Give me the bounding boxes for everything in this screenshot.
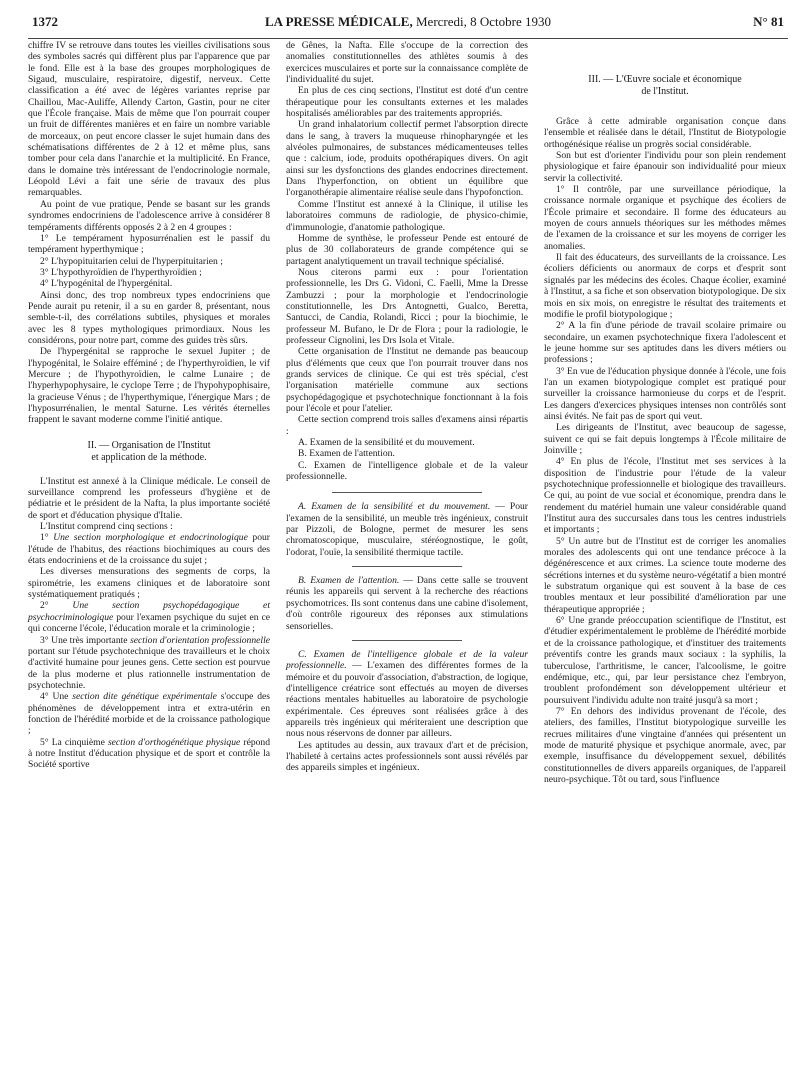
section-item: [28, 691, 270, 736]
section-item: [28, 635, 270, 692]
list-item: 3° L'hypothyroïdien de l'hyperthyroïdien ;: [40, 266, 202, 278]
paragraph: L'Institut comprend cinq sections :: [40, 521, 173, 533]
item-title: section d'orientation professionnelle: [130, 634, 270, 646]
item-text: portant sur l'étude psychotechnique des travailleurs et le choix d'activité humaine pour jeunes gens. Cette section est pourvue de la plus moderne et plus rationnelle instrumentation de psychotechnie.: [28, 645, 270, 691]
paragraph: Son but est d'orienter l'individu pour son plein rendement physiologique et faire épanouir son individualité pour mieux servir la collectivité.: [544, 150, 786, 184]
section-item: [28, 600, 270, 634]
subsection-b: [286, 575, 528, 632]
column-1: [28, 40, 270, 785]
paragraph: Ainsi donc, des trop nombreux types endocriniens que Pende aurait pu retenir, il a su en garder 8, présentant, nous semble-t-il, des corrélations subtiles, physiques et morales avec les 8 types mythologiques primordiaux. Nous les considérons, pour notre part, comme des guides très sûrs.: [28, 289, 270, 346]
paragraph: 7° En dehors des individus provenant de l'école, des ateliers, des familles, l'Institut biotypologique surveille les recrues militaires d'une vingtaine d'années qui présentent un mode de maturité physique et psychique anormale, avec, par exemple, insuffisance du développement sexuel, débilités constitutionnelles de divers appareils organiques, de l'appareil neuro-psychique. Tôt ou tard, sous l'influence: [544, 705, 786, 785]
item-number: 2°: [40, 600, 49, 612]
item-number: 1°: [40, 532, 49, 544]
paragraph: Les diverses mensurations des segments de corps, la spirométrie, les examens cliniques et de laboratoire sont systématiquement pratiqués ;: [28, 566, 270, 601]
paragraph: 3° En vue de l'éducation physique donnée à l'école, une fois l'an un examen biotypologique complet est pratiqué pour surveiller la croissance harmonieuse du corps et de l'esprit. Les dangers d'exercices physiques intenses non contrôlés sont ainsi évités. Ne fait pas de sport qui veut.: [544, 365, 786, 422]
section-heading-3: [544, 74, 786, 98]
divider: [352, 640, 462, 641]
paragraph: 5° Un autre but de l'Institut est de corriger les anomalies morales des adolescents qui ont une tendance précoce à la dégénérescence et aux crimes. La science toute moderne des sécrétions internes et du système neuro-végétatif a bien montré le substratum organique qui est souvent à la base de ces troubles mentaux et leur possibilité d'amélioration par une thérapeutique appropriée ;: [544, 535, 786, 615]
journal-name: LA PRESSE MÉDICALE,: [265, 14, 413, 29]
paragraph: de Gênes, la Nafta. Elle s'occupe de la correction des anomalies constitutionnelles des athlètes soumis à des exercices musculaires et porte sur la connaissance complète de l'individualité du sujet.: [286, 40, 528, 86]
item-text: pour l'étude de l'habitus, des réactions biochimiques au cours des états endocriniens et de la croissance du sujet ;: [28, 532, 270, 567]
divider: [352, 566, 462, 567]
subsection-a: [286, 501, 528, 558]
list-item: A. Examen de la sensibilité et du mouvement.: [298, 437, 475, 449]
header-rule: [28, 38, 788, 39]
paragraph: Au point de vue pratique, Pende se basant sur les grands syndromes endocriniens de l'adolescence arrive à considérer 8 tempéraments différents opposés 2 à 2 en 4 groupes :: [28, 198, 270, 233]
paragraph: De l'hypergénital se rapproche le sexuel Jupiter ; de l'hypogénital, le Solaire efféminé ; de l'hyperthyroïdien, le vif Mercure ; de l'hypothyroïdien, le calme Lunaire ; de l'hyperhypophysaire, le cyclope Terre ; de l'hypohypophisaire, la gracieuse Vénus ; de l'hyperthymique, l'énergique Mars ; de l'hyposurrénalien, le mental Saturne. Les vérités éternelles frappent le savant moderne comme l'initié antique.: [28, 346, 270, 426]
item-number: 5° La cinquième: [40, 736, 105, 748]
paragraph: Homme de synthèse, le professeur Pende est entouré de plus de 30 collaborateurs de grande compétence qui se partagent analytiquement un travail technique spécialisé.: [286, 232, 528, 267]
paragraph: Il fait des éducateurs, des surveillants de la croissance. Les écoliers déficients ou anormaux de corps et d'esprit sont signalés par les médecins des écoles. Chaque écolier, examiné à l'Institut, a sa fiche et son observation biotypologique. De six mois en six mois, on enregistre le résultat des traitements et modifie le profil biotypologique ;: [544, 252, 786, 320]
paragraph: 6° Une grande préoccupation scientifique de l'Institut, est d'étudier expérimentalement le problème de l'hérédité morbide et de la croissance pathologique, et d'instituer des traitements préventifs contre les grands maux sociaux : la syphilis, la tuberculose, l'arthritisme, le cancer, l'alcoolisme, le goitre endémique, etc., qui, par leur persistance chez l'embryon, troublent profondément son développement ultérieur et poursuivent l'individu adulte non traité jusqu'à sa mort ;: [544, 615, 786, 706]
paragraph: 2° A la fin d'une période de travail scolaire primaire ou secondaire, un examen psychotechnique fixera l'adolescent et le jeune homme sur ses aptitudes dans les divers métiers ou professions ;: [544, 320, 786, 366]
list-item: B. Examen de l'attention.: [298, 448, 395, 460]
subsection-text: — Pour l'examen de la sensibilité, un meuble très ingénieux, construit par Pizzoli, de Bologne, permet de mesurer les sens chromatoscopique, musculaire, stéréognostique, le goût, l'odorat, l'ouïe, la sensibilité thermique tactile.: [286, 501, 528, 558]
section-heading-line: de l'Institut.: [641, 86, 689, 97]
subsection-text: — L'examen des différentes formes de la mémoire et du pouvoir d'association, d'abstraction, de logique, d'intelligence créatrice sont effectués au moyen de diverses réactions mentales habituelles au laboratoire de psychologie expérimentale. Ces épreuves sont réalisées grâce à des appareils très ingénieux qui mériteraient une description que nous nous réservons de donner par ailleurs.: [286, 660, 528, 740]
section-heading-line: et application de la méthode.: [91, 451, 207, 463]
list-item: 1° Le tempérament hyposurrénalien est le passif du tempérament hyperthymique ;: [28, 232, 270, 256]
issue-number: N° 81: [753, 14, 784, 29]
section-item: [28, 737, 270, 771]
paragraph: Cette organisation de l'Institut ne demande pas beaucoup plus d'éléments que ceux que l'on pourrait trouver dans nos grands services de clinique. Ce qui est très spécial, c'est l'organisation matérielle commune aux sections psychopédagogique et psychotechnique fonctionnant à la fois pour l'école et pour l'atelier.: [286, 346, 528, 414]
paragraph: Les aptitudes au dessin, aux travaux d'art et de précision, l'habileté à certains actes professionnels sont aussi révélés par des appareils simples et ingénieux.: [286, 739, 528, 774]
paragraph: Grâce à cette admirable organisation conçue dans l'ensemble et réalisée dans le détail, l'Institut de Biotypologie orthogénésique réalise un progrès social considérable.: [544, 116, 786, 150]
journal-title: [28, 14, 788, 30]
column-2: [286, 40, 528, 785]
divider: [332, 492, 482, 493]
paragraph: Nous citerons parmi eux : pour l'orientation professionnelle, les Drs G. Vidoni, C. Faelli, Mme la Dresse Zambuzzi ; pour la morphologie et l'endocrinologie constitutionnelle, les Drs Antognetti, Gualco, Beretta, Santucci, de Candia, Rolandi, Ricci ; pour la biochimie, le professeur M. Bufano, le Dr de Flora ; pour la radiologie, le professeur Cignolini, les Drs Isola et Vitale.: [286, 266, 528, 346]
newspaper-page: [28, 10, 788, 785]
item-text: s'occupe des phénomènes de développement intra et extra-utérin en fonction de l'hérédité morbide et de la croissance pathologique ;: [28, 691, 270, 737]
item-title: Une section psychopédagogique et psychocriminologique: [28, 600, 270, 623]
subsection-title: C. Examen de l'intelligence globale et de la valeur professionnelle.: [286, 648, 528, 672]
subsection-text: — Dans cette salle se trouvent réunis les appareils qui servent à la recherche des réactions psychomotrices. Ils sont contenus dans une cabine d'isolement, d'où contrôle rigoureux des réponses aux stimulations sensorielles.: [286, 575, 529, 632]
paragraph: Les dirigeants de l'Institut, avec beaucoup de sagesse, suivent ce qui se fait depuis longtemps à l'École militaire de Joinville ;: [544, 422, 786, 456]
subsection-c: [286, 649, 528, 740]
list-item: C. Examen de l'intelligence globale et de la valeur professionnelle.: [286, 459, 528, 483]
list-item: 4° L'hypogénital de l'hypergénital.: [40, 278, 173, 290]
paragraph: En plus de ces cinq sections, l'Institut est doté d'un centre thérapeutique pour les consultants externes et les malades hospitalisés améliorables par des traitements appropriés.: [286, 85, 528, 120]
paragraph: chiffre IV se retrouve dans toutes les vieilles civilisations sous des symboles sacrés qui diffèrent plus par l'apparence que par le fond. Elle est à la base des groupes morphologiques de Sigaud, musculaire, respiratoire, digestif, nerveux. Cette classification a été avec de légères variantes reprise par Chaillou, Mac-Auliffe, Allendy Carton, Gastin, pour ne citer que l'École française. Mais de même que l'on pourrait couper un fruit de différentes manières et en faire un nombre variable de morceaux, on peut encore classer le sujet humain dans des schématisations différentes de 2 à 12 et même plus, sans tomber pour cela dans l'anarchie et la multiplicité. En France, dans le domaine très intéressant de l'endocrinologie normale, Léopold Lévi a fait une série de travaux des plus remarquables.: [28, 40, 270, 199]
section-item: [28, 532, 270, 566]
issue-date: Mercredi, 8 Octobre 1930: [415, 14, 551, 29]
paragraph: Comme l'Institut est annexé à la Clinique, il utilise les laboratoires communs de radiologie, de physico-chimie, d'immunologie, d'anatomie pathologique.: [286, 198, 528, 233]
paragraph: 1° Il contrôle, par une surveillance périodique, la croissance normale organique et psychique des écoliers de l'École primaire et secondaire. Il forme des éducateurs au moyen de cours annuels théoriques sur les méthodes mêmes de l'examen de la croissance et sur les moyens de corriger les anomalies.: [544, 184, 786, 252]
article-columns: [28, 40, 788, 785]
subsection-title: B. Examen de l'attention.: [298, 575, 400, 587]
paragraph: 4° En plus de l'école, l'Institut met ses services à la disposition de l'industrie pour l'étude de la valeur psychotechnique professionnelle et biologique des travailleurs. Ce qui, au point de vue social et économique, prendra dans le rendement du matériel humain une valeur considérable quand l'Institut aura des succursales dans tous les centres industriels et importants ;: [544, 456, 786, 536]
item-text: répond à notre Institut d'éducation physique et de sport et contrôle la Société sportive: [28, 736, 271, 771]
list-item: 2° L'hypopituitarien celui de l'hyperpituitarien ;: [40, 255, 223, 267]
paragraph: Cette section comprend trois salles d'examens ainsi répartis :: [286, 414, 528, 437]
paragraph: L'Institut est annexé à la Clinique médicale. Le conseil de surveillance comprend les professeurs d'hygiène et de pédiatrie et le président de la Nafta, la plus importante société de sport et d'éducation physique d'Italie.: [28, 475, 270, 521]
page-header: [28, 10, 788, 40]
item-number: 3° Une très importante: [40, 634, 128, 646]
section-heading-line: II. — Organisation de l'Institut: [87, 439, 211, 451]
section-heading-2: [28, 440, 270, 464]
item-title: section d'orthogénétique physique: [107, 736, 241, 748]
item-title: Une section morphologique et endocrinologique: [53, 532, 248, 544]
item-text: pour l'examen psychique du sujet en ce qui concerne l'école, l'éducation morale et la criminologie ;: [28, 611, 270, 635]
subsection-title: A. Examen de la sensibilité et du mouvement.: [298, 501, 491, 513]
paragraph: Un grand inhalatorium collectif permet l'absorption directe dans le sang, à travers la muqueuse rhinopharyngée et les alvéoles pulmonaires, de substances médicamenteuses telles que : calcium, iode, produits opothérapiques divers. On agit ainsi sur les dysfonctions des glandes endocrines directement. Dans l'hyperfonction, on obtient un équilibre que l'organothérapie alimentaire réalise seule dans l'hypofonction.: [286, 119, 528, 199]
page-number: 1372: [32, 14, 58, 29]
section-heading-line: III. — L'Œuvre sociale et économique: [588, 74, 742, 85]
item-number: 4° Une: [40, 691, 69, 703]
column-3: [544, 40, 786, 785]
item-title: section dite génétique expérimentale: [72, 691, 217, 703]
